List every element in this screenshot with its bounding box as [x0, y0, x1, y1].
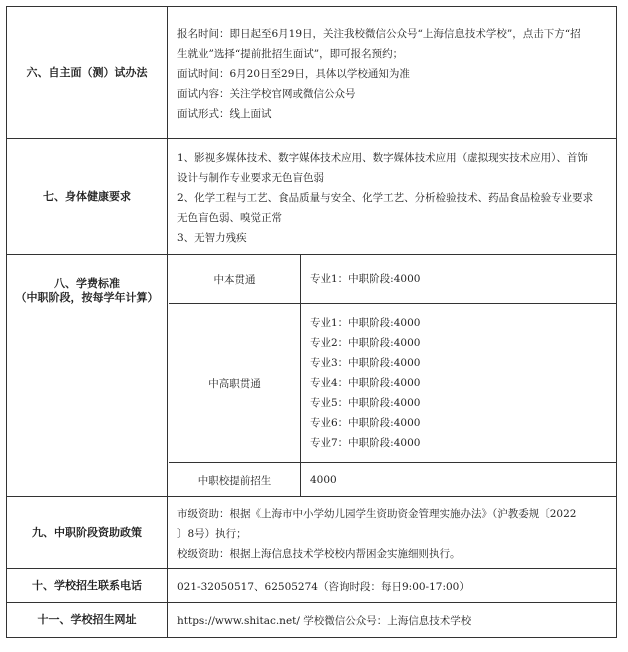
tuition-subrow: [169, 255, 616, 304]
row-content-cell: [169, 603, 616, 637]
row-label: 六、自主面（测）试办法: [26, 65, 148, 79]
website-link[interactable]: https://www.shitac.net/ 学校微信公众号：上海信息技术学校: [177, 615, 472, 627]
row-health-requirements: [7, 139, 616, 255]
tuition-value: 专业1：中职阶段:4000: [310, 273, 421, 285]
tuition-value: 专业4：中职阶段:4000: [310, 377, 421, 389]
tuition-value: 专业2：中职阶段:4000: [310, 337, 421, 349]
row-tuition: [7, 255, 616, 497]
tuition-subtable: [169, 255, 616, 496]
tuition-values: [310, 304, 616, 462]
content-line: 〕8号）执行；: [177, 527, 247, 540]
content-line: 报名时间：即日起至6月19日，关注我校微信公众号“上海信息技术学校”，点击下方“招: [177, 27, 581, 40]
content-line: 校级资助：根据上海信息技术学校校内帮困金实施细则执行。: [177, 547, 461, 560]
row-financial-aid: [7, 497, 616, 569]
tuition-value: 专业1：中职阶段:4000: [310, 317, 421, 329]
row-label: 十、学校招生联系电话: [32, 578, 142, 592]
content-line: 面试内容：关注学校官网或微信公众号: [177, 87, 356, 100]
tuition-subrow: [169, 304, 616, 463]
row-label-cell: [7, 497, 168, 568]
tuition-value: 专业7：中职阶段:4000: [310, 437, 421, 449]
row-label: 十一、学校招生网址: [37, 613, 137, 626]
content-line: 市级资助：根据《上海市中小学幼儿园学生资助资金管理实施办法》（沪教委规〔2022: [177, 507, 577, 520]
row-content-cell: [169, 497, 616, 568]
row-label-sub: （中职阶段，按每学年计算）: [15, 291, 159, 304]
row-content-cell: [169, 569, 616, 602]
row-label: 八、学费标准: [54, 277, 120, 290]
row-website: [7, 603, 616, 637]
content-line: 1、影视多媒体技术、数字媒体技术应用、数字媒体技术应用（虚拟现实技术应用）、首饰: [177, 151, 588, 164]
tuition-program-name: 中高职贯通: [169, 304, 301, 462]
row-label: 九、中职阶段资助政策: [32, 525, 142, 539]
row-label-cell: [7, 603, 168, 637]
row-label-cell: [7, 569, 168, 602]
tuition-subrow: [169, 463, 616, 497]
tuition-program-name: 中本贯通: [169, 255, 301, 303]
content-line: 3、无智力残疾: [177, 231, 247, 244]
tuition-values: [310, 463, 616, 497]
content-line: 2、化学工程与工艺、食品质量与安全、化学工艺、分析检验技术、药品食品检验专业要求: [177, 191, 594, 204]
tuition-value: 专业6：中职阶段:4000: [310, 417, 421, 429]
row-label: 七、身体健康要求: [43, 189, 131, 203]
phone-numbers: 021-32050517、62505274（咨询时段：每日9:00-17:00）: [177, 580, 470, 593]
tuition-program-name: 中职校提前招生: [169, 463, 301, 497]
row-content-cell: [169, 7, 616, 138]
row-contact-phone: [7, 569, 616, 603]
row-label-cell: [7, 255, 168, 496]
content-line: 设计与制作专业要求无色盲色弱: [177, 171, 324, 184]
admission-info-table: [6, 6, 617, 638]
tuition-value: 专业5：中职阶段:4000: [310, 397, 421, 409]
content-line: 生就业”选择“提前批招生面试”，即可报名预约；: [177, 47, 404, 60]
row-label-cell: [7, 7, 168, 138]
content-line: 无色盲色弱、嗅觉正常: [177, 211, 282, 224]
row-content-cell: [169, 139, 616, 254]
tuition-values: [310, 255, 616, 303]
tuition-value: 4000: [310, 474, 337, 486]
row-label-cell: [7, 139, 168, 254]
content-line: 面试形式：线上面试: [177, 107, 272, 120]
row-interview-method: [7, 7, 616, 139]
content-line: 面试时间：6月20日至29日，具体以学校通知为准: [177, 67, 410, 80]
tuition-value: 专业3：中职阶段:4000: [310, 357, 421, 369]
